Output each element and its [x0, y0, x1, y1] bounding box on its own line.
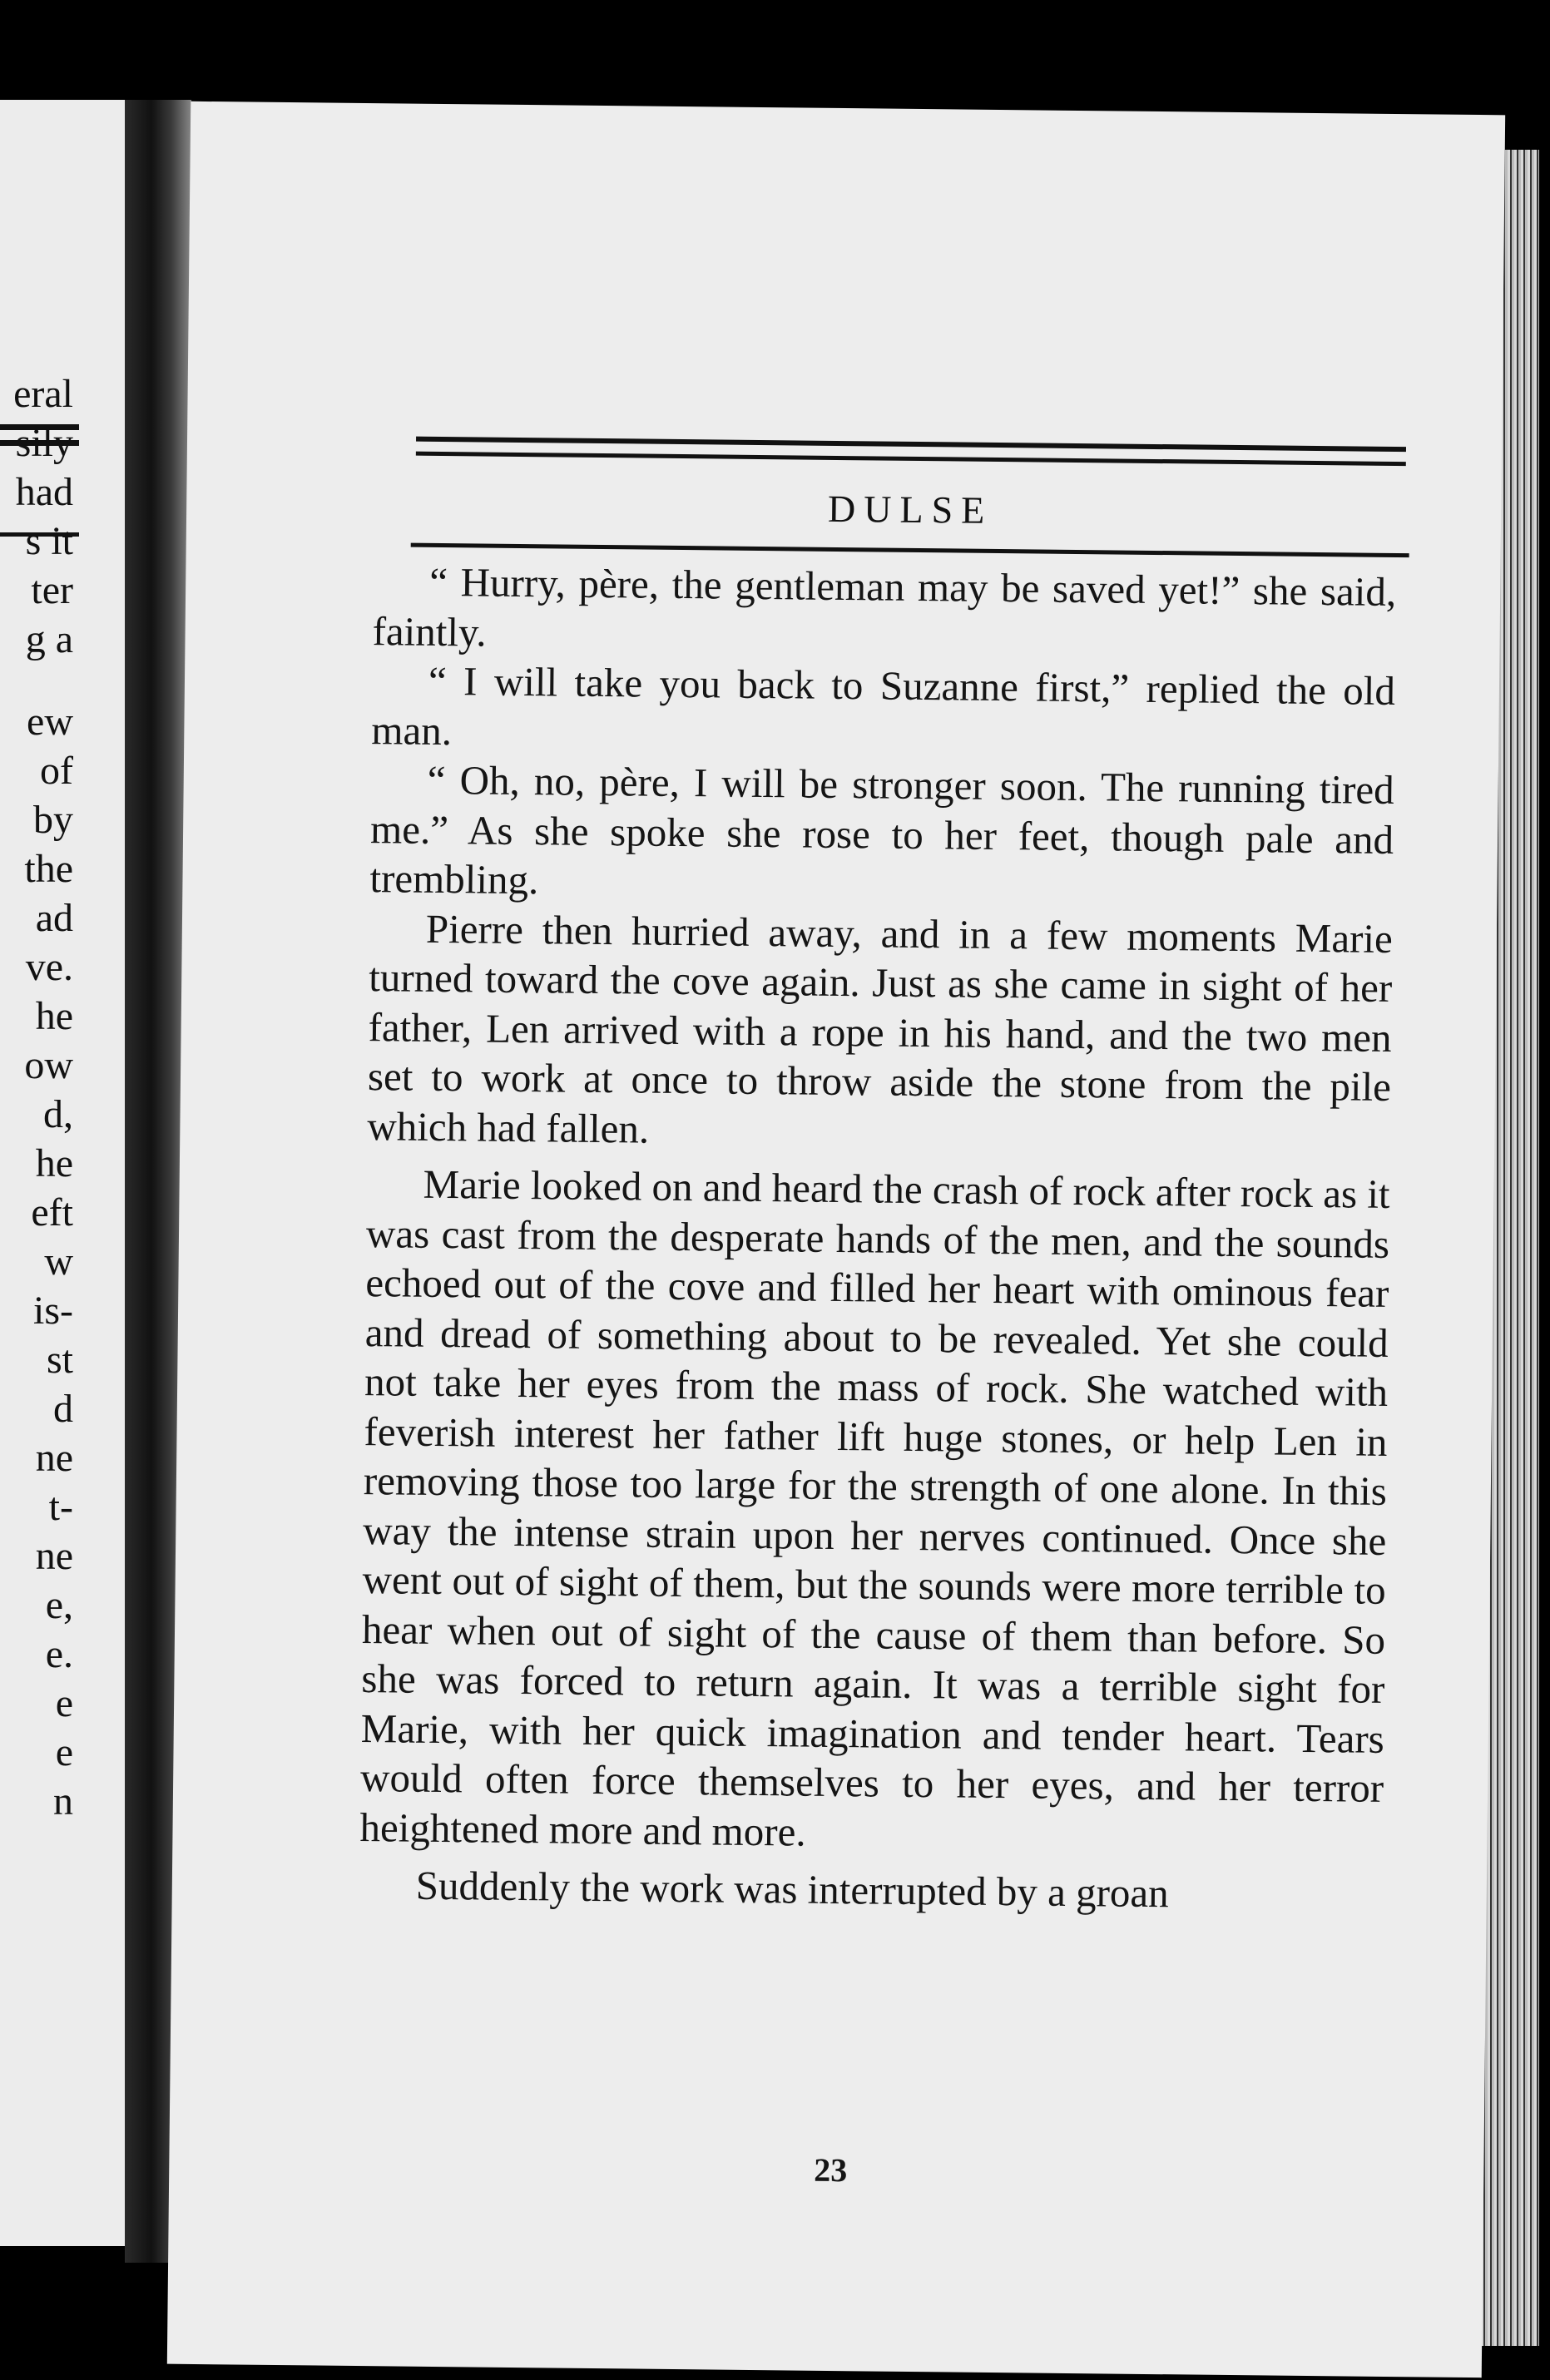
- book-page: [167, 101, 1505, 2378]
- left-page-fragment: ter: [31, 568, 73, 612]
- left-page-fragment: e: [55, 1681, 73, 1725]
- left-page-fragment: ow: [24, 1043, 73, 1087]
- left-page-fragment: eral: [13, 372, 73, 416]
- left-page-fragment: ne: [35, 1534, 73, 1578]
- left-page-fragment: g a: [25, 617, 73, 661]
- left-page-fragment: e: [55, 1730, 73, 1774]
- left-page-fragment: eft: [31, 1190, 73, 1235]
- page-number: 23: [814, 2150, 848, 2190]
- left-facing-page: [0, 100, 125, 2246]
- left-page-fragment: ve.: [25, 945, 73, 989]
- left-page-fragment: ne: [35, 1436, 73, 1480]
- paragraph: “ Oh, no, père, I will be stronger soon. The running tired me.” As she spoke she rose to her feet, though pale and trembling.: [369, 756, 1394, 903]
- left-page-fragment: e,: [45, 1583, 73, 1627]
- running-head: DULSE: [827, 487, 993, 532]
- left-page-fragment: ew: [27, 700, 73, 744]
- left-page-fragment: n: [53, 1779, 73, 1823]
- left-page-fragment: w: [44, 1239, 73, 1284]
- left-page-fragment: of: [40, 749, 73, 793]
- left-page-fragment: ad: [35, 896, 73, 940]
- left-page-fragment: s it: [25, 519, 73, 563]
- paragraph: Marie looked on and heard the crash of rock after rock as it was cast from the desperate hands of the men, and the sounds echoed out of the cove and filled her heart with ominous fear and dread of something about to be revealed. Yet she could not take her eyes from the mass of rock. She watched with feverish interest her father lift huge stones, or help Len in removing those too large for the strength of one alone. In this way the intense strain upon her nerves continued. Once she went out of sight of them, but the sounds were more terrible to hear when out of sight of the cause of them than before. So she was forced to return again. It was a terrible sight for Marie, with her quick imagination and tender heart. Tears would often force themselves to her eyes, and her terror heightened more and more.: [359, 1160, 1390, 1855]
- left-page-fragment: had: [15, 470, 73, 514]
- left-page-fragment: the: [24, 847, 73, 891]
- left-page-fragment: he: [35, 1141, 73, 1185]
- header-rule: [411, 543, 1409, 558]
- left-page-fragment: d,: [43, 1092, 73, 1136]
- left-page-fragment: by: [33, 798, 73, 842]
- paragraph: Suddenly the work was interrupted by a groan: [415, 1862, 1170, 1917]
- left-page-fragment: e.: [45, 1632, 73, 1676]
- left-page-fragment: st: [46, 1338, 73, 1382]
- left-page-fragment: he: [35, 994, 73, 1038]
- left-page-fragment: is-: [33, 1289, 73, 1333]
- left-page-fragment: d: [53, 1387, 73, 1431]
- left-page-fragment: sily: [15, 421, 73, 465]
- header-rules: [416, 437, 1406, 466]
- body-text: [359, 557, 1397, 1920]
- paragraph: “ Hurry, père, the gentleman may be saved yet!” she said, faintly.: [372, 558, 1397, 656]
- left-page-fragment: t-: [48, 1485, 73, 1529]
- paragraph: Pierre then hurried away, and in a few moments Marie turned toward the cove again. Just as she came in sight of her father, Len arrived with a rope in his hand, and the two men set to work at once to throw aside the stone from the pile which had fallen.: [367, 905, 1394, 1152]
- paragraph: “ I will take you back to Suzanne first,” replied the old man.: [371, 657, 1396, 754]
